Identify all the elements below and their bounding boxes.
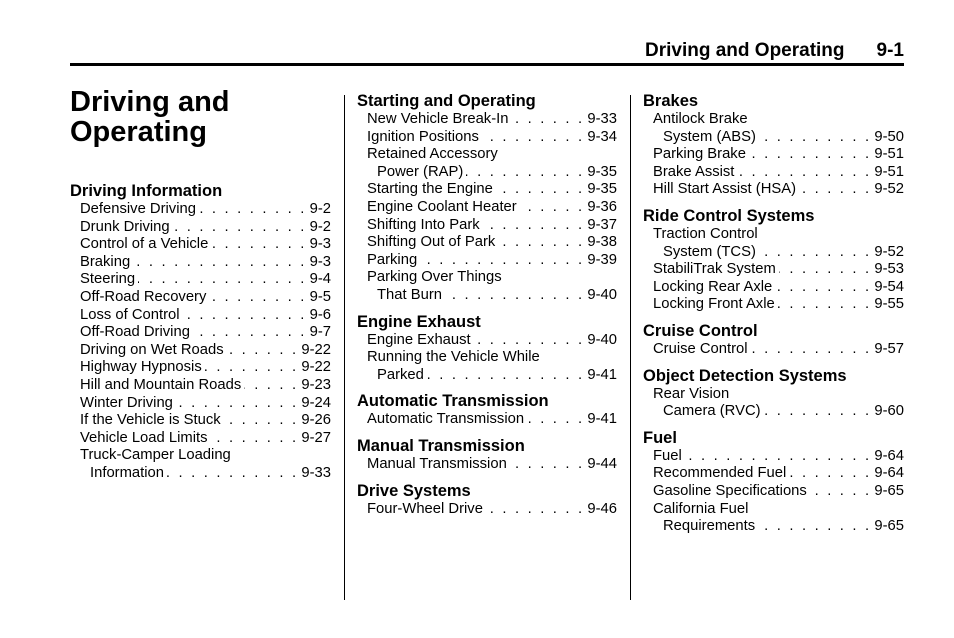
dot-leader <box>764 403 872 421</box>
toc-entry-page: 9-33 <box>301 464 331 481</box>
toc-entry-label: Driving on Wet Roads <box>80 341 224 358</box>
toc-entry-page: 9-33 <box>587 111 617 127</box>
toc-section <box>357 391 617 429</box>
toc-entry-label: System (TCS) <box>663 243 756 260</box>
toc-entry-page: 9-55 <box>874 296 904 313</box>
toc-entry <box>357 234 617 252</box>
toc-entry-label: Rear Vision <box>653 385 730 402</box>
toc-entry-label: Power (RAP) <box>377 163 464 180</box>
toc-section <box>643 321 904 359</box>
dot-leader <box>510 456 585 474</box>
toc-entry-label: Antilock Brake <box>653 111 748 127</box>
toc-entry <box>643 244 904 262</box>
toc-section <box>643 206 904 314</box>
toc-entry-page: 9-41 <box>587 366 617 383</box>
toc-section-title: Fuel <box>643 428 677 447</box>
toc-entry-page: 9-3 <box>309 236 331 253</box>
toc-entry <box>643 296 904 314</box>
toc-entry-label: California Fuel <box>653 500 749 517</box>
toc-entry-label: Brake Assist <box>653 163 735 180</box>
dot-leader <box>759 129 871 147</box>
toc-entry <box>70 289 331 307</box>
toc-entry <box>643 341 904 359</box>
dot-leader <box>205 359 299 377</box>
toc-entry-label: Parking <box>367 251 418 268</box>
toc-section <box>357 481 617 519</box>
toc-entry-page: 9-6 <box>309 306 331 323</box>
dot-leader <box>498 234 584 252</box>
toc-entry-page: 9-23 <box>301 376 331 393</box>
toc-entry <box>357 367 617 385</box>
toc-section <box>643 428 904 536</box>
toc-entry-label: Locking Front Axle <box>653 296 775 313</box>
toc-section <box>357 436 617 474</box>
toc-entry-page: 9-44 <box>587 455 617 472</box>
dot-leader <box>199 201 307 219</box>
toc-entry-page: 9-2 <box>309 201 331 217</box>
toc-entry-page: 9-22 <box>301 359 331 376</box>
toc-entry-label: Shifting Into Park <box>367 216 480 233</box>
toc-section-title: Driving Information <box>70 182 223 200</box>
toc-column-1 <box>70 181 331 490</box>
toc-entry-page: 9-22 <box>301 341 331 358</box>
toc-section-title: Engine Exhaust <box>357 312 481 331</box>
toc-entry <box>70 201 331 219</box>
toc-entry-page: 9-50 <box>874 128 904 145</box>
toc-entry-page: 9-36 <box>587 198 617 215</box>
toc-entry-page: 9-51 <box>874 146 904 163</box>
toc-entry <box>357 111 617 129</box>
toc-section <box>643 91 904 199</box>
toc-entry-label: Parking Brake <box>653 146 746 163</box>
toc-entry <box>357 129 617 147</box>
toc-entry-label: Running the Vehicle While <box>367 349 540 366</box>
dot-leader <box>244 377 298 395</box>
toc-entry-page: 9-53 <box>874 261 904 278</box>
toc-column-3 <box>643 91 904 543</box>
dot-leader <box>789 465 871 483</box>
dot-leader <box>193 324 307 342</box>
toc-section <box>357 312 617 385</box>
toc-entry-page: 9-64 <box>874 465 904 482</box>
toc-entry-label: Control of a Vehicle <box>80 236 209 253</box>
toc-section-title: Ride Control Systems <box>643 206 815 225</box>
toc-entry-label: Off-Road Recovery <box>80 288 207 305</box>
toc-entry <box>643 181 904 199</box>
toc-entry <box>357 164 617 182</box>
toc-entry-label: Engine Exhaust <box>367 331 471 348</box>
toc-entry-page: 9-35 <box>587 163 617 180</box>
toc-section <box>643 366 904 421</box>
dot-leader <box>211 430 299 448</box>
toc-entry-label: StabiliTrak System <box>653 261 776 278</box>
toc-entry-page: 9-57 <box>874 340 904 357</box>
dot-leader <box>486 501 584 519</box>
toc-entry <box>643 146 904 164</box>
toc-section-title: Object Detection Systems <box>643 366 847 385</box>
toc-entry-label: Traction Control <box>653 225 758 242</box>
dot-leader <box>445 287 584 305</box>
toc-entry-page: 9-39 <box>587 251 617 268</box>
toc-entry <box>70 412 331 430</box>
toc-section-title: Automatic Transmission <box>357 392 549 411</box>
dot-leader <box>482 129 585 147</box>
toc-entry-label: Hill Start Assist (HSA) <box>653 181 797 198</box>
chapter-title-line: Driving and <box>70 86 230 118</box>
toc-section <box>70 181 331 483</box>
toc-entry-page: 9-26 <box>301 412 331 429</box>
toc-entry <box>70 307 331 325</box>
dot-leader <box>737 164 871 182</box>
toc-entry-page: 9-3 <box>309 253 331 270</box>
toc-entry-label: Engine Coolant Heater <box>367 198 517 215</box>
toc-entry <box>357 287 617 305</box>
toc-entry <box>357 332 617 350</box>
dot-leader <box>209 289 306 307</box>
dot-leader <box>775 279 871 297</box>
toc-entry-label: Defensive Driving <box>80 201 196 217</box>
dot-leader <box>173 219 307 237</box>
toc-section-title: Brakes <box>643 92 699 110</box>
toc-section <box>357 91 617 305</box>
toc-entry <box>357 411 617 429</box>
column-divider <box>630 95 631 600</box>
dot-leader <box>183 307 307 325</box>
toc-entry-label: Camera (RVC) <box>663 403 761 420</box>
toc-entry <box>70 430 331 448</box>
dot-leader <box>227 342 299 360</box>
toc-entry-page: 9-54 <box>874 278 904 295</box>
toc-entry <box>70 465 331 483</box>
dot-leader <box>520 199 585 217</box>
toc-entry <box>357 199 617 217</box>
toc-section-title: Manual Transmission <box>357 436 525 455</box>
dot-leader <box>474 332 585 350</box>
toc-entry-page: 9-34 <box>587 128 617 145</box>
toc-entry <box>357 217 617 235</box>
running-header <box>645 38 904 64</box>
dot-leader <box>511 111 584 129</box>
toc-entry-label: Four-Wheel Drive <box>367 500 483 517</box>
dot-leader <box>779 261 872 279</box>
toc-column-2 <box>357 91 617 525</box>
toc-entry-label: Gasoline Specifications <box>653 482 807 499</box>
toc-entry-label: Ignition Positions <box>367 128 479 145</box>
toc-entry <box>643 403 904 421</box>
toc-entry <box>70 342 331 360</box>
toc-entry <box>643 465 904 483</box>
toc-entry-label: New Vehicle Break-In <box>367 111 509 127</box>
toc-entry-label: Cruise Control <box>653 340 748 357</box>
toc-entry <box>70 359 331 377</box>
toc-entry-label: That Burn <box>377 286 442 303</box>
toc-entry-label: Steering <box>80 271 136 288</box>
toc-entry-label: Drunk Driving <box>80 218 170 235</box>
toc-entry-page: 9-4 <box>309 271 331 288</box>
toc-entry-label: Hill and Mountain Roads <box>80 376 242 393</box>
toc-entry-label: Automatic Transmission <box>367 411 525 428</box>
toc-entry-label: Parked <box>377 366 424 383</box>
toc-entry-page: 9-64 <box>874 447 904 464</box>
chapter-title-line: Operating <box>70 116 207 148</box>
dot-leader <box>466 164 584 182</box>
toc-entry-page: 9-41 <box>587 411 617 428</box>
toc-entry-label: Winter Driving <box>80 394 173 411</box>
toc-entry <box>70 377 331 395</box>
dot-leader <box>483 217 585 235</box>
toc-entry-label: Truck-Camper Loading <box>80 447 231 464</box>
dot-leader <box>211 236 306 254</box>
toc-entry <box>357 501 617 519</box>
dot-leader <box>749 146 871 164</box>
toc-entry-page: 9-51 <box>874 163 904 180</box>
toc-entry-label: System (ABS) <box>663 128 756 145</box>
toc-entry <box>643 448 904 466</box>
toc-entry <box>70 219 331 237</box>
toc-entry-label: Braking <box>80 253 131 270</box>
dot-leader <box>751 341 872 359</box>
toc-entry <box>70 324 331 342</box>
dot-leader <box>527 411 584 429</box>
toc-entry-label: Shifting Out of Park <box>367 234 496 251</box>
dot-leader <box>778 296 872 314</box>
toc-entry-page: 9-52 <box>874 181 904 198</box>
toc-entry-page: 9-65 <box>874 482 904 499</box>
dot-leader <box>759 244 871 262</box>
toc-entry-page: 9-2 <box>309 218 331 235</box>
toc-entry-label: Starting the Engine <box>367 181 493 198</box>
toc-entry-label: Parking Over Things <box>367 269 502 286</box>
toc-entry <box>357 181 617 199</box>
toc-entry <box>643 483 904 501</box>
page-number: 9-1 <box>876 40 904 61</box>
dot-leader <box>758 518 871 536</box>
toc-section-title: Drive Systems <box>357 481 471 500</box>
toc-entry-page: 9-5 <box>309 288 331 305</box>
toc-entry-label: Locking Rear Axle <box>653 278 773 295</box>
toc-section-title: Starting and Operating <box>357 92 536 110</box>
dot-leader <box>138 271 306 289</box>
toc-entry-label: Highway Hypnosis <box>80 359 202 376</box>
toc-entry-page: 9-40 <box>587 286 617 303</box>
toc-entry <box>643 129 904 147</box>
toc-entry-page: 9-24 <box>301 394 331 411</box>
toc-entry-label: Information <box>90 464 165 481</box>
toc-entry-label: Manual Transmission <box>367 455 507 472</box>
toc-entry-page: 9-46 <box>587 500 617 517</box>
toc-entry-label: If the Vehicle is Stuck <box>80 412 221 429</box>
toc-entry-page: 9-52 <box>874 243 904 260</box>
toc-entry <box>643 164 904 182</box>
toc-entry-label: Off-Road Driving <box>80 324 190 341</box>
toc-entry <box>70 254 331 272</box>
dot-leader <box>176 395 298 413</box>
toc-entry <box>70 271 331 289</box>
dot-leader <box>810 483 872 501</box>
toc-entry <box>70 236 331 254</box>
header-rule <box>70 63 904 66</box>
toc-entry-page: 9-65 <box>874 518 904 535</box>
dot-leader <box>496 181 585 199</box>
running-header-section: Driving and Operating <box>645 40 845 61</box>
toc-entry <box>357 252 617 270</box>
dot-leader <box>224 412 299 430</box>
toc-entry-page: 9-40 <box>587 331 617 348</box>
toc-entry-label: Recommended Fuel <box>653 465 787 482</box>
toc-entry-label: Loss of Control <box>80 306 180 323</box>
toc-entry <box>643 261 904 279</box>
toc-entry-label: Vehicle Load Limits <box>80 429 208 446</box>
dot-leader <box>133 254 306 272</box>
toc-entry <box>70 395 331 413</box>
toc-entry-label: Fuel <box>653 447 682 464</box>
column-divider <box>344 95 345 600</box>
dot-leader <box>799 181 871 199</box>
toc-entry-page: 9-7 <box>309 324 331 341</box>
toc-entry-page: 9-60 <box>874 403 904 420</box>
toc-section-title: Cruise Control <box>643 321 758 340</box>
dot-leader <box>427 367 584 385</box>
toc-entry-label: Retained Accessory <box>367 146 498 163</box>
toc-entry-page: 9-27 <box>301 429 331 446</box>
toc-entry-page: 9-37 <box>587 216 617 233</box>
dot-leader <box>420 252 584 270</box>
toc-entry-page: 9-38 <box>587 234 617 251</box>
toc-entry-label: Requirements <box>663 518 756 535</box>
toc-entry <box>643 518 904 536</box>
chapter-title <box>70 87 340 147</box>
dot-leader <box>685 448 872 466</box>
toc-entry <box>643 279 904 297</box>
toc-entry <box>357 456 617 474</box>
toc-entry-page: 9-35 <box>587 181 617 198</box>
dot-leader <box>167 465 298 483</box>
